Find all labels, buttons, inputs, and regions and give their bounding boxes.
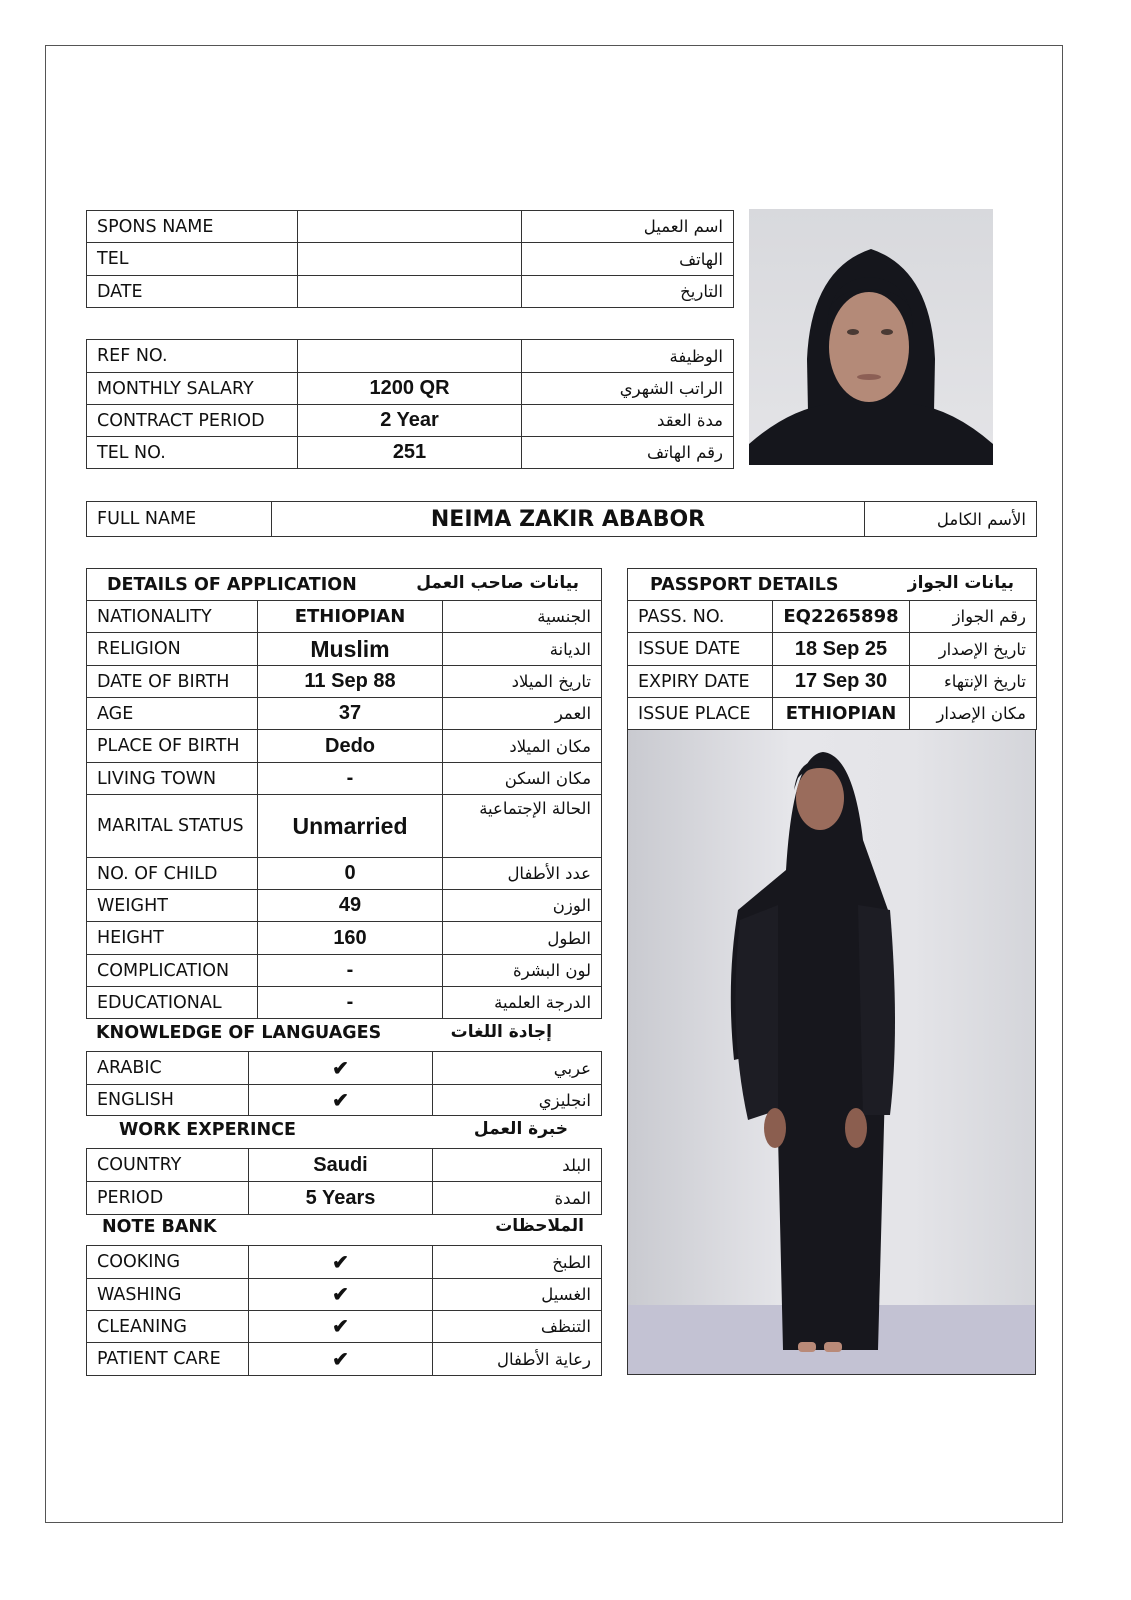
height-label-ar: الطول	[443, 922, 602, 955]
table-row	[87, 437, 734, 469]
tel-no-label: TEL NO.	[87, 437, 298, 469]
sponsor-name-value[interactable]	[298, 211, 522, 243]
sponsor-date-label-ar: التاريخ	[522, 276, 734, 308]
religion-label-ar: الديانة	[443, 633, 602, 666]
educational-label-ar: الدرجة العلمية	[443, 987, 602, 1019]
table-row	[87, 502, 1037, 537]
height-value: 160	[258, 922, 443, 955]
application-title: DETAILS OF APPLICATION	[107, 574, 357, 595]
cleaning-label-ar: التنظف	[433, 1311, 602, 1343]
date-of-birth-label-ar: تاريخ الميلاد	[443, 666, 602, 698]
full-name-label: FULL NAME	[87, 502, 272, 537]
living-town-label: LIVING TOWN	[87, 763, 258, 795]
table-row	[87, 243, 734, 276]
monthly-salary-label: MONTHLY SALARY	[87, 373, 298, 405]
pass-no-label-ar: رقم الجواز	[910, 601, 1037, 633]
cooking-label: COOKING	[87, 1246, 249, 1279]
complication-label-ar: لون البشرة	[443, 955, 602, 987]
period-label: PERIOD	[87, 1182, 249, 1215]
age-label: AGE	[87, 698, 258, 730]
check-icon: ✔	[249, 1279, 433, 1311]
table-header-row	[628, 569, 1037, 601]
table-row	[87, 340, 734, 373]
table-row	[87, 1343, 602, 1376]
complication-label: COMPLICATION	[87, 955, 258, 987]
english-label-ar: انجليزي	[433, 1085, 602, 1116]
table-row	[87, 1085, 602, 1116]
weight-label: WEIGHT	[87, 890, 258, 922]
contract-period-label: CONTRACT PERIOD	[87, 405, 298, 437]
no-of-child-label: NO. OF CHILD	[87, 858, 258, 890]
ref-no-label-ar: الوظيفة	[522, 340, 734, 373]
table-row	[87, 890, 602, 922]
portrait-photo	[749, 209, 993, 465]
notes-title: NOTE BANK	[102, 1217, 217, 1237]
table-row	[87, 1246, 602, 1279]
ref-no-value	[298, 340, 522, 373]
sponsor-date-value[interactable]	[298, 276, 522, 308]
sponsor-name-label-ar: اسم العميل	[522, 211, 734, 243]
table-row	[87, 955, 602, 987]
issue-place-value: ETHIOPIAN	[773, 698, 910, 730]
country-label: COUNTRY	[87, 1149, 249, 1182]
issue-place-label-ar: مكان الإصدار	[910, 698, 1037, 730]
country-label-ar: البلد	[433, 1149, 602, 1182]
nationality-label-ar: الجنسية	[443, 601, 602, 633]
person-full-body-icon	[628, 730, 1036, 1375]
table-row	[87, 858, 602, 890]
date-of-birth-label: DATE OF BIRTH	[87, 666, 258, 698]
table-row	[87, 633, 602, 666]
marital-status-value: Unmarried	[258, 795, 443, 858]
height-label: HEIGHT	[87, 922, 258, 955]
table-row	[87, 405, 734, 437]
date-of-birth-value: 11 Sep 88	[258, 666, 443, 698]
table-row	[87, 1182, 602, 1215]
sponsor-table	[86, 210, 734, 308]
complication-value: -	[258, 955, 443, 987]
table-row	[87, 373, 734, 405]
table-row	[87, 763, 602, 795]
table-row	[87, 601, 602, 633]
arabic-label: ARABIC	[87, 1052, 249, 1085]
application-title-ar: بيانات صاحب العمل	[416, 573, 580, 593]
check-icon: ✔	[249, 1246, 433, 1279]
educational-label: EDUCATIONAL	[87, 987, 258, 1019]
languages-title: KNOWLEDGE OF LANGUAGES	[96, 1023, 382, 1043]
table-row	[87, 1311, 602, 1343]
living-town-label-ar: مكان السكن	[443, 763, 602, 795]
passport-title-ar: بيانات الجواز	[907, 573, 1014, 593]
patient-care-label-ar: رعاية الأطفال	[433, 1343, 602, 1376]
table-row	[87, 795, 602, 858]
place-of-birth-value: Dedo	[258, 730, 443, 763]
sponsor-name-label: SPONS NAME	[87, 211, 298, 243]
age-value: 37	[258, 698, 443, 730]
contract-table	[86, 339, 734, 469]
application-details-table	[86, 568, 602, 1019]
table-header-row	[87, 569, 602, 601]
full-name-table	[86, 501, 1037, 537]
passport-title: PASSPORT DETAILS	[650, 574, 839, 595]
check-icon: ✔	[249, 1311, 433, 1343]
expiry-date-label: EXPIRY DATE	[628, 666, 773, 698]
pass-no-label: PASS. NO.	[628, 601, 773, 633]
full-body-photo	[627, 730, 1036, 1375]
issue-place-label: ISSUE PLACE	[628, 698, 773, 730]
sponsor-tel-label-ar: الهاتف	[522, 243, 734, 276]
sponsor-date-label: DATE	[87, 276, 298, 308]
table-row	[87, 1052, 602, 1085]
religion-label: RELIGION	[87, 633, 258, 666]
educational-value: -	[258, 987, 443, 1019]
person-portrait-icon	[749, 209, 993, 465]
weight-value: 49	[258, 890, 443, 922]
table-row	[87, 211, 734, 243]
arabic-label-ar: عربي	[433, 1052, 602, 1085]
table-row	[87, 666, 602, 698]
issue-date-label: ISSUE DATE	[628, 633, 773, 666]
experience-title-ar: خبرة العمل	[473, 1119, 568, 1139]
table-row	[628, 601, 1037, 633]
expiry-date-label-ar: تاريخ الإنتهاء	[910, 666, 1037, 698]
notes-table	[86, 1245, 602, 1376]
nationality-value: ETHIOPIAN	[258, 601, 443, 633]
full-name-label-ar: الأسم الكامل	[865, 502, 1037, 537]
washing-label-ar: الغسيل	[433, 1279, 602, 1311]
experience-title: WORK EXPERINCE	[119, 1120, 296, 1140]
place-of-birth-label-ar: مكان الميلاد	[443, 730, 602, 763]
patient-care-label: PATIENT CARE	[87, 1343, 249, 1376]
tel-no-label-ar: رقم الهاتف	[522, 437, 734, 469]
expiry-date-value: 17 Sep 30	[773, 666, 910, 698]
living-town-value: -	[258, 763, 443, 795]
nationality-label: NATIONALITY	[87, 601, 258, 633]
table-row	[628, 698, 1037, 730]
place-of-birth-label: PLACE OF BIRTH	[87, 730, 258, 763]
no-of-child-label-ar: عدد الأطفال	[443, 858, 602, 890]
languages-title-ar: إجادة اللغات	[450, 1022, 552, 1042]
table-row	[87, 698, 602, 730]
monthly-salary-value: 1200 QR	[298, 373, 522, 405]
table-row	[87, 987, 602, 1019]
marital-status-label: MARITAL STATUS	[87, 795, 258, 858]
table-row	[628, 666, 1037, 698]
country-value: Saudi	[249, 1149, 433, 1182]
passport-table	[627, 568, 1037, 730]
contract-period-value: 2 Year	[298, 405, 522, 437]
religion-value: Muslim	[258, 633, 443, 666]
monthly-salary-label-ar: الراتب الشهري	[522, 373, 734, 405]
check-icon: ✔	[249, 1085, 433, 1116]
marital-status-label-ar: الحالة الإجتماعية	[443, 795, 602, 858]
table-row	[87, 1149, 602, 1182]
table-row	[87, 276, 734, 308]
table-row	[87, 730, 602, 763]
contract-period-label-ar: مدة العقد	[522, 405, 734, 437]
check-icon: ✔	[249, 1343, 433, 1376]
sponsor-tel-label: TEL	[87, 243, 298, 276]
full-name-value: NEIMA ZAKIR ABABOR	[272, 502, 865, 537]
washing-label: WASHING	[87, 1279, 249, 1311]
languages-table	[86, 1051, 602, 1116]
ref-no-label: REF NO.	[87, 340, 298, 373]
cooking-label-ar: الطبخ	[433, 1246, 602, 1279]
issue-date-label-ar: تاريخ الإصدار	[910, 633, 1037, 666]
tel-no-value: 251	[298, 437, 522, 469]
check-icon: ✔	[249, 1052, 433, 1085]
table-row	[87, 922, 602, 955]
cleaning-label: CLEANING	[87, 1311, 249, 1343]
table-row	[87, 1279, 602, 1311]
notes-title-ar: الملاحظات	[495, 1216, 584, 1236]
period-value: 5 Years	[249, 1182, 433, 1215]
english-label: ENGLISH	[87, 1085, 249, 1116]
pass-no-value: EQ2265898	[773, 601, 910, 633]
weight-label-ar: الوزن	[443, 890, 602, 922]
issue-date-value: 18 Sep 25	[773, 633, 910, 666]
table-row	[628, 633, 1037, 666]
period-label-ar: المدة	[433, 1182, 602, 1215]
sponsor-tel-value[interactable]	[298, 243, 522, 276]
age-label-ar: العمر	[443, 698, 602, 730]
experience-table	[86, 1148, 602, 1215]
no-of-child-value: 0	[258, 858, 443, 890]
